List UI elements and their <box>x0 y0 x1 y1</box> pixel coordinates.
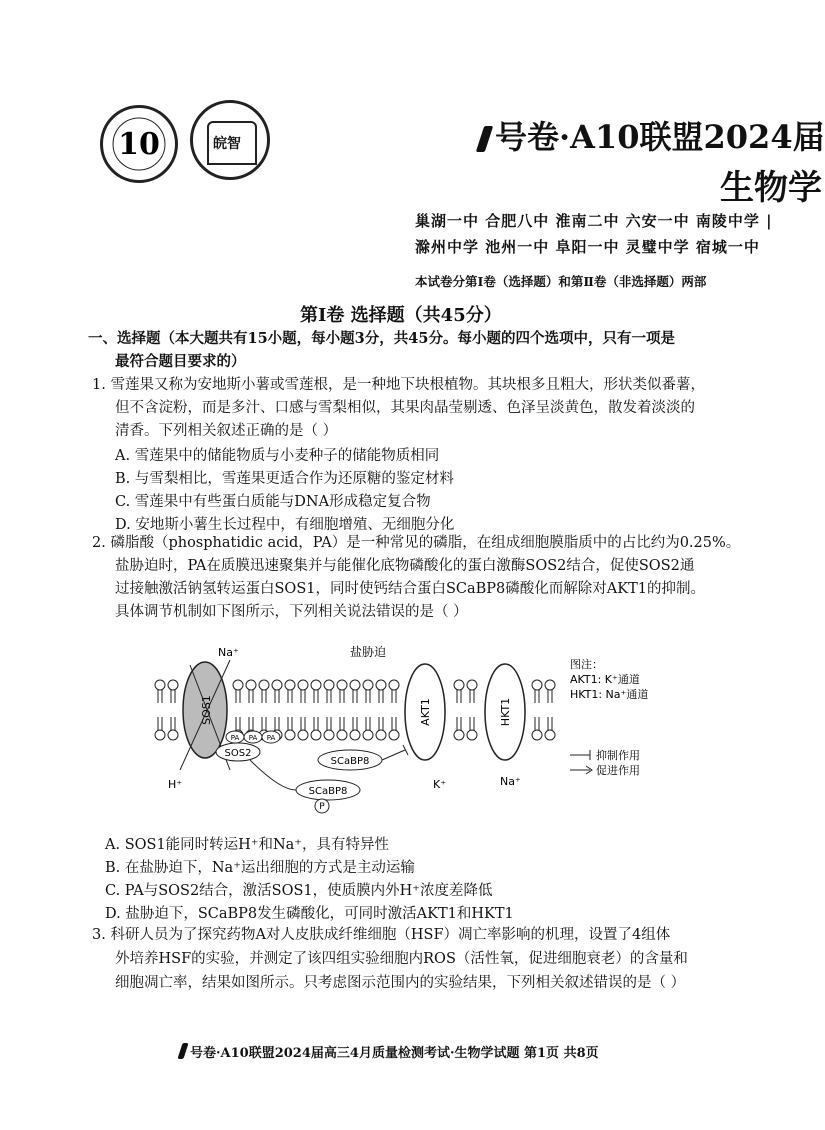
lipid-head <box>337 680 347 690</box>
lipid-head <box>376 680 386 690</box>
sos2-label: SOS2 <box>224 748 252 759</box>
lipid-head <box>285 680 295 690</box>
lipid-head <box>298 680 308 690</box>
akt1-label: AKT1 <box>419 698 432 726</box>
lipid-tail <box>340 717 344 730</box>
lipid-tail <box>314 717 318 730</box>
lipid-tail <box>392 717 396 730</box>
lipid-tail <box>457 717 461 730</box>
lipid-tail <box>158 690 162 703</box>
lipid-tail <box>535 690 539 703</box>
brand-mark-icon <box>476 126 493 152</box>
lipid-tail <box>249 690 253 703</box>
q3-line-2: 外培养HSF的实验，并测定了该四组实验细胞内ROS（活性氧，促进细胞衰老）的含量和 <box>115 951 688 967</box>
lipid-head <box>233 680 243 690</box>
lipid-tail <box>535 717 539 730</box>
scabp8-label-2: SCaBP8 <box>308 786 348 797</box>
q2-option-c: C. PA与SOS2结合，激活SOS1，使质膜内外H⁺浓度差降低 <box>105 883 493 899</box>
q2-line-1: 2. 磷脂酸（phosphatidic acid，PA）是一种常见的磷脂，在组成细胞膜脂质中的占比约为0.25%。 <box>92 535 741 551</box>
q2-option-d: D. 盐胁迫下，SCaBP8发生磷酸化，可同时激活AKT1和HKT1 <box>105 906 514 922</box>
wanzhi-logo <box>190 100 270 180</box>
svg-text:10: 10 <box>118 127 160 162</box>
lipid-head <box>168 680 178 690</box>
section-title: 第Ⅰ卷 选择题（共45分） <box>300 305 502 326</box>
lipid-tail <box>340 690 344 703</box>
lipid-head <box>363 730 373 740</box>
q1-option-b: B. 与雪梨相比，雪莲果更适合作为还原糖的鉴定材料 <box>115 471 454 487</box>
q3-line-1: 3. 科研人员为了探究药物A对人皮肤成纤维细胞（HSF）凋亡率影响的机理，设置了4组体 <box>92 927 671 943</box>
pa-label-2: PA <box>248 734 258 742</box>
schools-row-1: 巢湖一中 合肥八中 淮南二中 六安一中 南陵中学 | <box>415 212 773 230</box>
legend-title: 图注： <box>570 658 603 671</box>
lipid-head <box>545 680 555 690</box>
lipid-head <box>285 730 295 740</box>
na-top-label: Na⁺ <box>218 646 239 659</box>
lipid-head <box>363 680 373 690</box>
lipid-head <box>324 680 334 690</box>
sos1-label: SOS1 <box>200 695 213 725</box>
q1-option-a: A. 雪莲果中的储能物质与小麦种子的储能物质相同 <box>115 448 440 464</box>
lipid-tail <box>275 690 279 703</box>
lipid-head <box>311 680 321 690</box>
logo-right-text: 皖智 <box>213 136 241 152</box>
lipid-head <box>376 730 386 740</box>
na-bottom-label: Na⁺ <box>500 775 521 788</box>
lipid-tail <box>327 717 331 730</box>
q2-line-2: 盐胁迫时，PA在质膜迅速聚集并与能催化底物磷酸化的蛋白激酶SOS2结合，促使SOS2通 <box>115 558 695 574</box>
h-label: H⁺ <box>168 778 183 791</box>
lipid-tail <box>353 717 357 730</box>
legend-akt1: AKT1: K⁺通道 <box>570 673 640 686</box>
p-label: P <box>319 802 325 812</box>
alliance-logo <box>100 105 178 183</box>
lipid-head <box>350 680 360 690</box>
q1-option-c: C. 雪莲果中有些蛋白质能与DNA形成稳定复合物 <box>115 494 431 510</box>
lipid-head <box>389 680 399 690</box>
k-label: K⁺ <box>433 778 447 791</box>
lipid-tail <box>457 690 461 703</box>
lipid-tail <box>379 717 383 730</box>
lipid-head <box>298 730 308 740</box>
lipid-head <box>259 680 269 690</box>
brand-mark-small-icon <box>177 1043 188 1059</box>
q2-option-b: B. 在盐胁迫下，Na⁺运出细胞的方式是主动运输 <box>105 860 415 876</box>
lipid-head <box>350 730 360 740</box>
legend-promote: 促进作用 <box>596 764 640 777</box>
lipid-tail <box>366 690 370 703</box>
lipid-tail <box>366 717 370 730</box>
lipid-head <box>467 730 477 740</box>
lipid-tail <box>314 690 318 703</box>
lipid-tail <box>548 717 552 730</box>
lipid-tail <box>392 690 396 703</box>
q1-line-2: 但不含淀粉，而是多汁、口感与雪梨相似，其果肉晶莹剔透、色泽呈淡黄色，散发着淡淡的 <box>115 400 695 416</box>
lipid-head <box>337 730 347 740</box>
lipid-head <box>532 730 542 740</box>
lipid-tail <box>171 690 175 703</box>
salt-stress-diagram <box>150 640 710 820</box>
legend-inhibit: 抑制作用 <box>596 749 640 762</box>
section-instruction-1: 一、选择题（本大题共有15小题，每小题3分，共45分。每小题的四个选项中，只有一项是 <box>88 330 675 347</box>
lipid-head <box>311 730 321 740</box>
schools-row-2: 滁州中学 池州一中 阜阳一中 灵璧中学 宿城一中 <box>415 238 760 256</box>
lipid-head <box>155 730 165 740</box>
exam-title: 号卷·A10联盟2024届 <box>480 112 825 158</box>
lipid-head <box>389 730 399 740</box>
lipid-tail <box>262 717 266 730</box>
lipid-tail <box>249 717 253 730</box>
page-footer: 号卷·A10联盟2024届高三4月质量检测考试·生物学试题 第1页 共8页 <box>180 1042 599 1061</box>
lipid-tail <box>470 690 474 703</box>
pa-label-3: PA <box>266 734 276 742</box>
lipid-tail <box>301 690 305 703</box>
q1-line-3: 清香。下列相关叙述正确的是（ ） <box>115 423 338 439</box>
q1-line-1: 1. 雪莲果又称为安地斯小薯或雪莲根，是一种地下块根植物。其块根多且粗大，形状类似番薯， <box>92 377 705 393</box>
lipid-head <box>467 680 477 690</box>
lipid-tail <box>158 717 162 730</box>
lipid-tail <box>353 690 357 703</box>
lipid-tail <box>262 690 266 703</box>
lipid-head <box>545 730 555 740</box>
scabp8-label-1: SCaBP8 <box>330 756 370 767</box>
lipid-head <box>155 680 165 690</box>
lipid-head <box>246 680 256 690</box>
lipid-head <box>454 730 464 740</box>
lipid-tail <box>548 690 552 703</box>
stress-label: 盐胁迫 <box>350 645 387 659</box>
lipid-head <box>454 680 464 690</box>
lipid-tail <box>275 717 279 730</box>
q2-line-3: 过接触激活钠氢转运蛋白SOS1，同时使钙结合蛋白SCaBP8磷酸化而解除对AKT1的抑制。 <box>115 581 705 597</box>
q1-option-d: D. 安地斯小薯生长过程中，有细胞增殖、无细胞分化 <box>115 517 455 533</box>
lipid-tail <box>288 717 292 730</box>
hkt1-label: HKT1 <box>499 697 512 727</box>
lipid-tail <box>470 717 474 730</box>
lipid-tail <box>171 717 175 730</box>
legend-hkt1: HKT1: Na⁺通道 <box>570 688 649 701</box>
section-instruction-2: 最符合题目要求的） <box>115 353 246 370</box>
pa-label-1: PA <box>230 734 240 742</box>
lipid-tail <box>379 690 383 703</box>
lipid-tail <box>301 717 305 730</box>
lipid-tail <box>288 690 292 703</box>
lipid-head <box>272 680 282 690</box>
q2-line-4: 具体调节机制如下图所示，下列相关说法错误的是（ ） <box>115 604 468 620</box>
lipid-tail <box>236 717 240 730</box>
subject-title: 生物学 <box>720 168 822 208</box>
lipid-head <box>532 680 542 690</box>
lipid-tail <box>327 690 331 703</box>
lipid-tail <box>236 690 240 703</box>
q2-option-a: A. SOS1能同时转运H⁺和Na⁺，具有特异性 <box>105 837 389 853</box>
lipid-head <box>168 730 178 740</box>
exam-note: 本试卷分第Ⅰ卷（选择题）和第Ⅱ卷（非选择题）两部 <box>415 274 707 289</box>
q3-line-3: 细胞凋亡率，结果如图所示。只考虑图示范围内的实验结果，下列相关叙述错误的是（ ） <box>115 975 686 991</box>
lipid-head <box>324 730 334 740</box>
